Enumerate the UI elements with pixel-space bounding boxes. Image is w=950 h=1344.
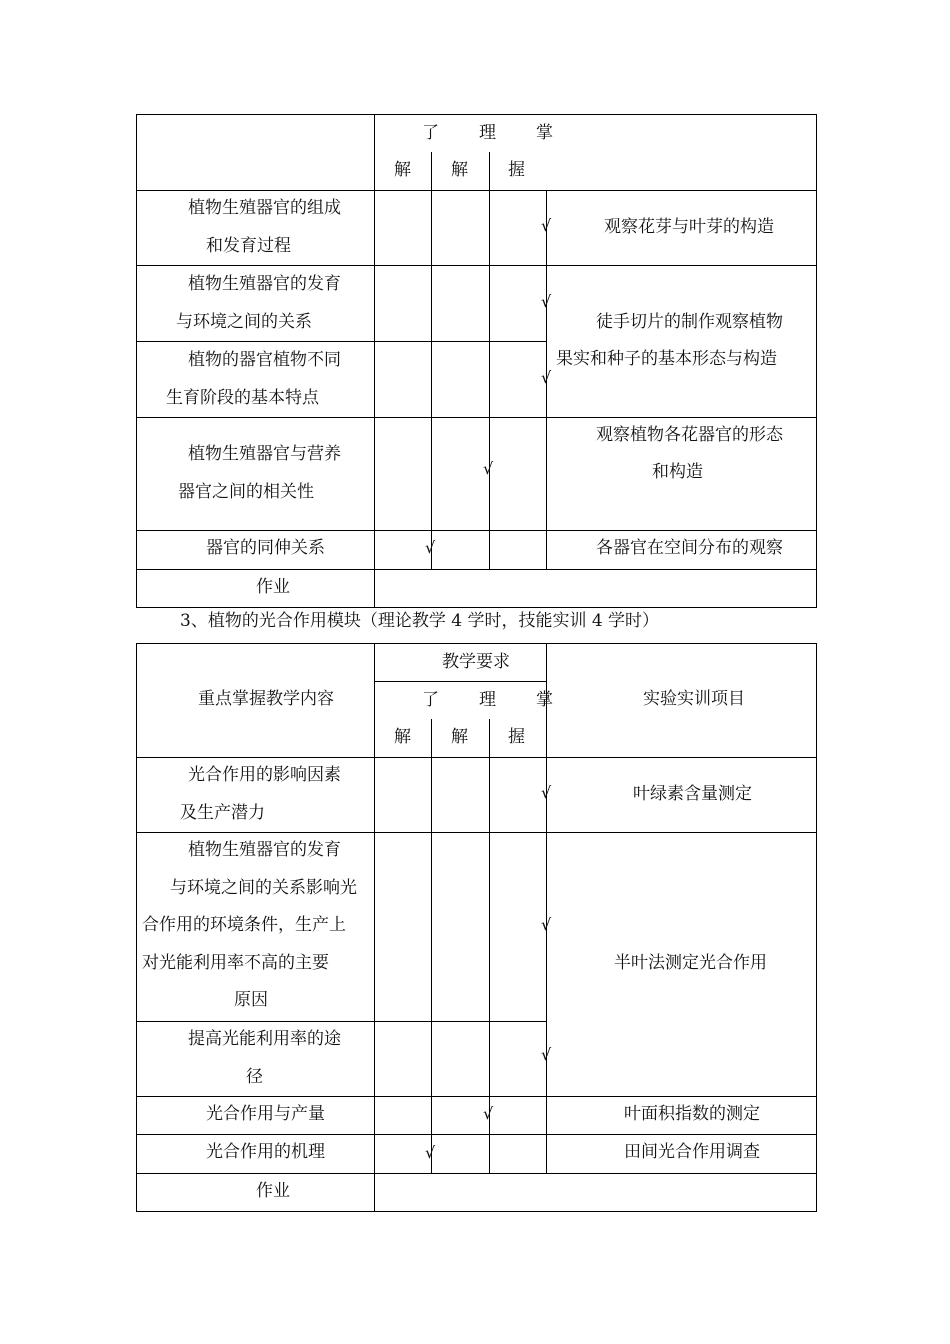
header-content: 重点掌握教学内容: [198, 689, 334, 709]
project-text: 叶面积指数的测定: [624, 1104, 760, 1124]
table-row: [166, 190, 371, 265]
header-liao: 了: [422, 123, 439, 143]
content-line: 与环境之间的关系: [176, 311, 312, 332]
content-line: 与环境之间的关系影响光: [170, 877, 357, 898]
content-line: 器官的同伸关系: [206, 538, 325, 558]
check-mark: √: [541, 292, 552, 311]
content-line: 植物生殖器官的发育: [188, 274, 341, 294]
project-text: 各器官在空间分布的观察: [596, 538, 783, 558]
header-jie2: 解: [451, 727, 468, 747]
header-wo: 握: [508, 160, 525, 180]
homework-label: 作业: [256, 1181, 290, 1201]
header-wo: 握: [508, 727, 525, 747]
header-jie1: 解: [394, 160, 411, 180]
project-text: 半叶法测定光合作用: [614, 953, 767, 973]
project-text: 果实和种子的基本形态与构造: [556, 349, 777, 369]
table-row: [166, 342, 371, 417]
check-mark: √: [541, 915, 552, 934]
content-line: 合作用的环境条件，生产上: [142, 915, 346, 935]
content-line: 原因: [234, 990, 268, 1010]
header-liao: 了: [422, 690, 439, 710]
content-line: 植物生殖器官的发育: [188, 840, 341, 860]
project-text: 和构造: [652, 462, 703, 482]
table-photosynthesis-module: [136, 643, 817, 1212]
check-mark: √: [425, 538, 436, 557]
table-row: [142, 832, 372, 1020]
header-teaching-req: 教学要求: [442, 652, 510, 672]
check-mark: √: [541, 783, 552, 802]
content-line: 及生产潜力: [180, 802, 265, 823]
table-row: [166, 436, 371, 511]
content-line: 植物生殖器官的组成: [188, 198, 341, 218]
content-line: 和发育过程: [206, 235, 291, 256]
table-row: [166, 757, 371, 832]
header-li: 理: [479, 123, 496, 143]
header-zhang: 掌: [536, 123, 553, 143]
content-line: 植物生殖器官与营养: [188, 444, 341, 464]
content-line: 光合作用的影响因素: [188, 765, 341, 785]
table-row: [166, 266, 371, 341]
content-line: 器官之间的相关性: [178, 481, 314, 502]
project-text: 田间光合作用调查: [624, 1142, 760, 1162]
check-mark: √: [541, 1045, 552, 1064]
project-text: 叶绿素含量测定: [633, 784, 752, 804]
header-project: 实验实训项目: [643, 689, 745, 709]
table-row: [166, 1021, 371, 1096]
content-line: 光合作用的机理: [206, 1142, 325, 1162]
homework-label: 作业: [256, 577, 290, 597]
content-line: 提高光能利用率的途: [188, 1029, 341, 1049]
check-mark: √: [541, 368, 552, 387]
check-mark: √: [483, 459, 494, 478]
module-caption: 3、植物的光合作用模块（理论教学 4 学时，技能实训 4 学时）: [180, 611, 660, 631]
check-mark: √: [541, 216, 552, 235]
check-mark: √: [483, 1104, 494, 1123]
header-zhang: 掌: [536, 690, 553, 710]
content-line: 植物的器官植物不同: [188, 350, 341, 370]
header-li: 理: [479, 690, 496, 710]
project-text: 徒手切片的制作观察植物: [596, 312, 783, 332]
content-line: 光合作用与产量: [206, 1104, 325, 1124]
project-text: 观察花芽与叶芽的构造: [604, 217, 774, 237]
content-line: 径: [246, 1066, 263, 1087]
content-line: 生育阶段的基本特点: [166, 387, 319, 408]
check-mark: √: [425, 1143, 436, 1162]
content-line: 对光能利用率不高的主要: [142, 952, 329, 973]
header-jie2: 解: [451, 160, 468, 180]
table-plant-reproductive-organs: [136, 114, 817, 608]
header-jie1: 解: [394, 727, 411, 747]
project-text: 观察植物各花器官的形态: [596, 425, 783, 445]
